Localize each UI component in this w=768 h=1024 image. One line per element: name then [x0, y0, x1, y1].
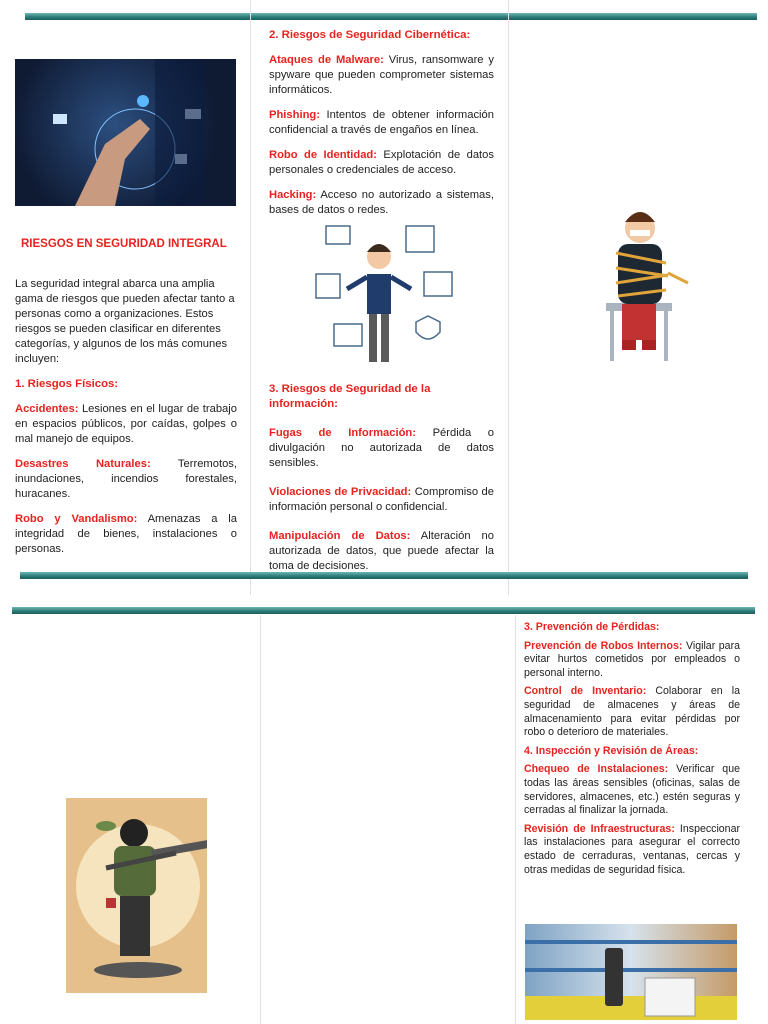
armed-criminal-illustration: [66, 798, 207, 993]
list-item: Fugas de Información: Pérdida o divulgación no autorizada de datos sensibles.: [269, 427, 494, 469]
list-item: Prevención de Robos Internos: Vigilar para evitar hurtos cometidos por empleados o personal interno.: [524, 639, 740, 679]
list-item: Control de Inventario: Colaborar en la seguridad de almacenes y áreas de almacenamiento para evitar pérdidas por robo o deterioro de materiales.: [524, 685, 740, 739]
header-bar-top: [25, 13, 757, 20]
section-heading: 1. Riesgos Físicos:: [15, 378, 119, 390]
list-item: Desastres Naturales: Terremotos, inundaciones, incendios forestales, huracanes.: [15, 458, 237, 500]
list-item: Robo y Vandalismo: Amenazas a la integridad de bienes, instalaciones o personas.: [15, 513, 237, 555]
list-item: Accidentes: Lesiones en el lugar de trabajo en espacios públicos, por caídas, golpes o mal manejo de equipos.: [15, 403, 237, 445]
column-divider: [508, 0, 509, 595]
list-item: Ataques de Malware: Virus, ransomware y spyware que pueden comprometer sistemas informáticos.: [269, 54, 494, 96]
list-item: Violaciones de Privacidad: Compromiso de información personal o confidencial.: [269, 486, 495, 513]
tied-man-illustration: [598, 208, 690, 363]
header-bar-page2: [12, 607, 755, 614]
list-item: Robo de Identidad: Explotación de datos personales o credenciales de acceso.: [269, 149, 494, 176]
cybersecurity-illustration: [312, 222, 457, 367]
section-heading: 4. Inspección y Revisión de Áreas:: [524, 744, 699, 757]
column-divider: [260, 615, 261, 1024]
section-heading: 2. Riesgos de Seguridad Cibernética:: [269, 29, 471, 41]
list-item: Chequeo de Instalaciones: Verificar que todas las áreas sensibles (oficinas, salas de servidores, almacenes, etc.) estén seguras y cerradas al finalizar la jornada.: [524, 763, 740, 817]
section-heading: 3. Prevención de Pérdidas:: [524, 621, 660, 633]
list-item: Revisión de Infraestructuras: Inspeccionar las instalaciones para asegurar el correcto estado de cerraduras, ventanas, cercas y otras medidas de seguridad física.: [524, 822, 740, 876]
technology-touch-image: [15, 59, 236, 206]
list-item: Phishing: Intentos de obtener información confidencial a través de engaños en línea.: [269, 109, 494, 136]
page-title: RIESGOS EN SEGURIDAD INTEGRAL: [21, 238, 227, 250]
warehouse-scanner-image: [525, 924, 737, 1020]
section-heading: 3. Riesgos de Seguridad de la información:: [269, 383, 431, 410]
list-item: Hacking: Acceso no autorizado a sistemas, bases de datos o redes.: [269, 189, 494, 216]
column-divider: [515, 615, 516, 1024]
column-divider: [250, 0, 251, 595]
list-item: Manipulación de Datos: Alteración no autorizada de datos, que puede afectar la toma de decisiones.: [269, 530, 495, 572]
intro-text: La seguridad integral abarca una amplia gama de riesgos que pueden afectar tanto a personas como a organizaciones. Estos riesgos se pueden clasificar en diferentes categorías, y algunos de los más comunes incluyen:: [15, 278, 235, 365]
